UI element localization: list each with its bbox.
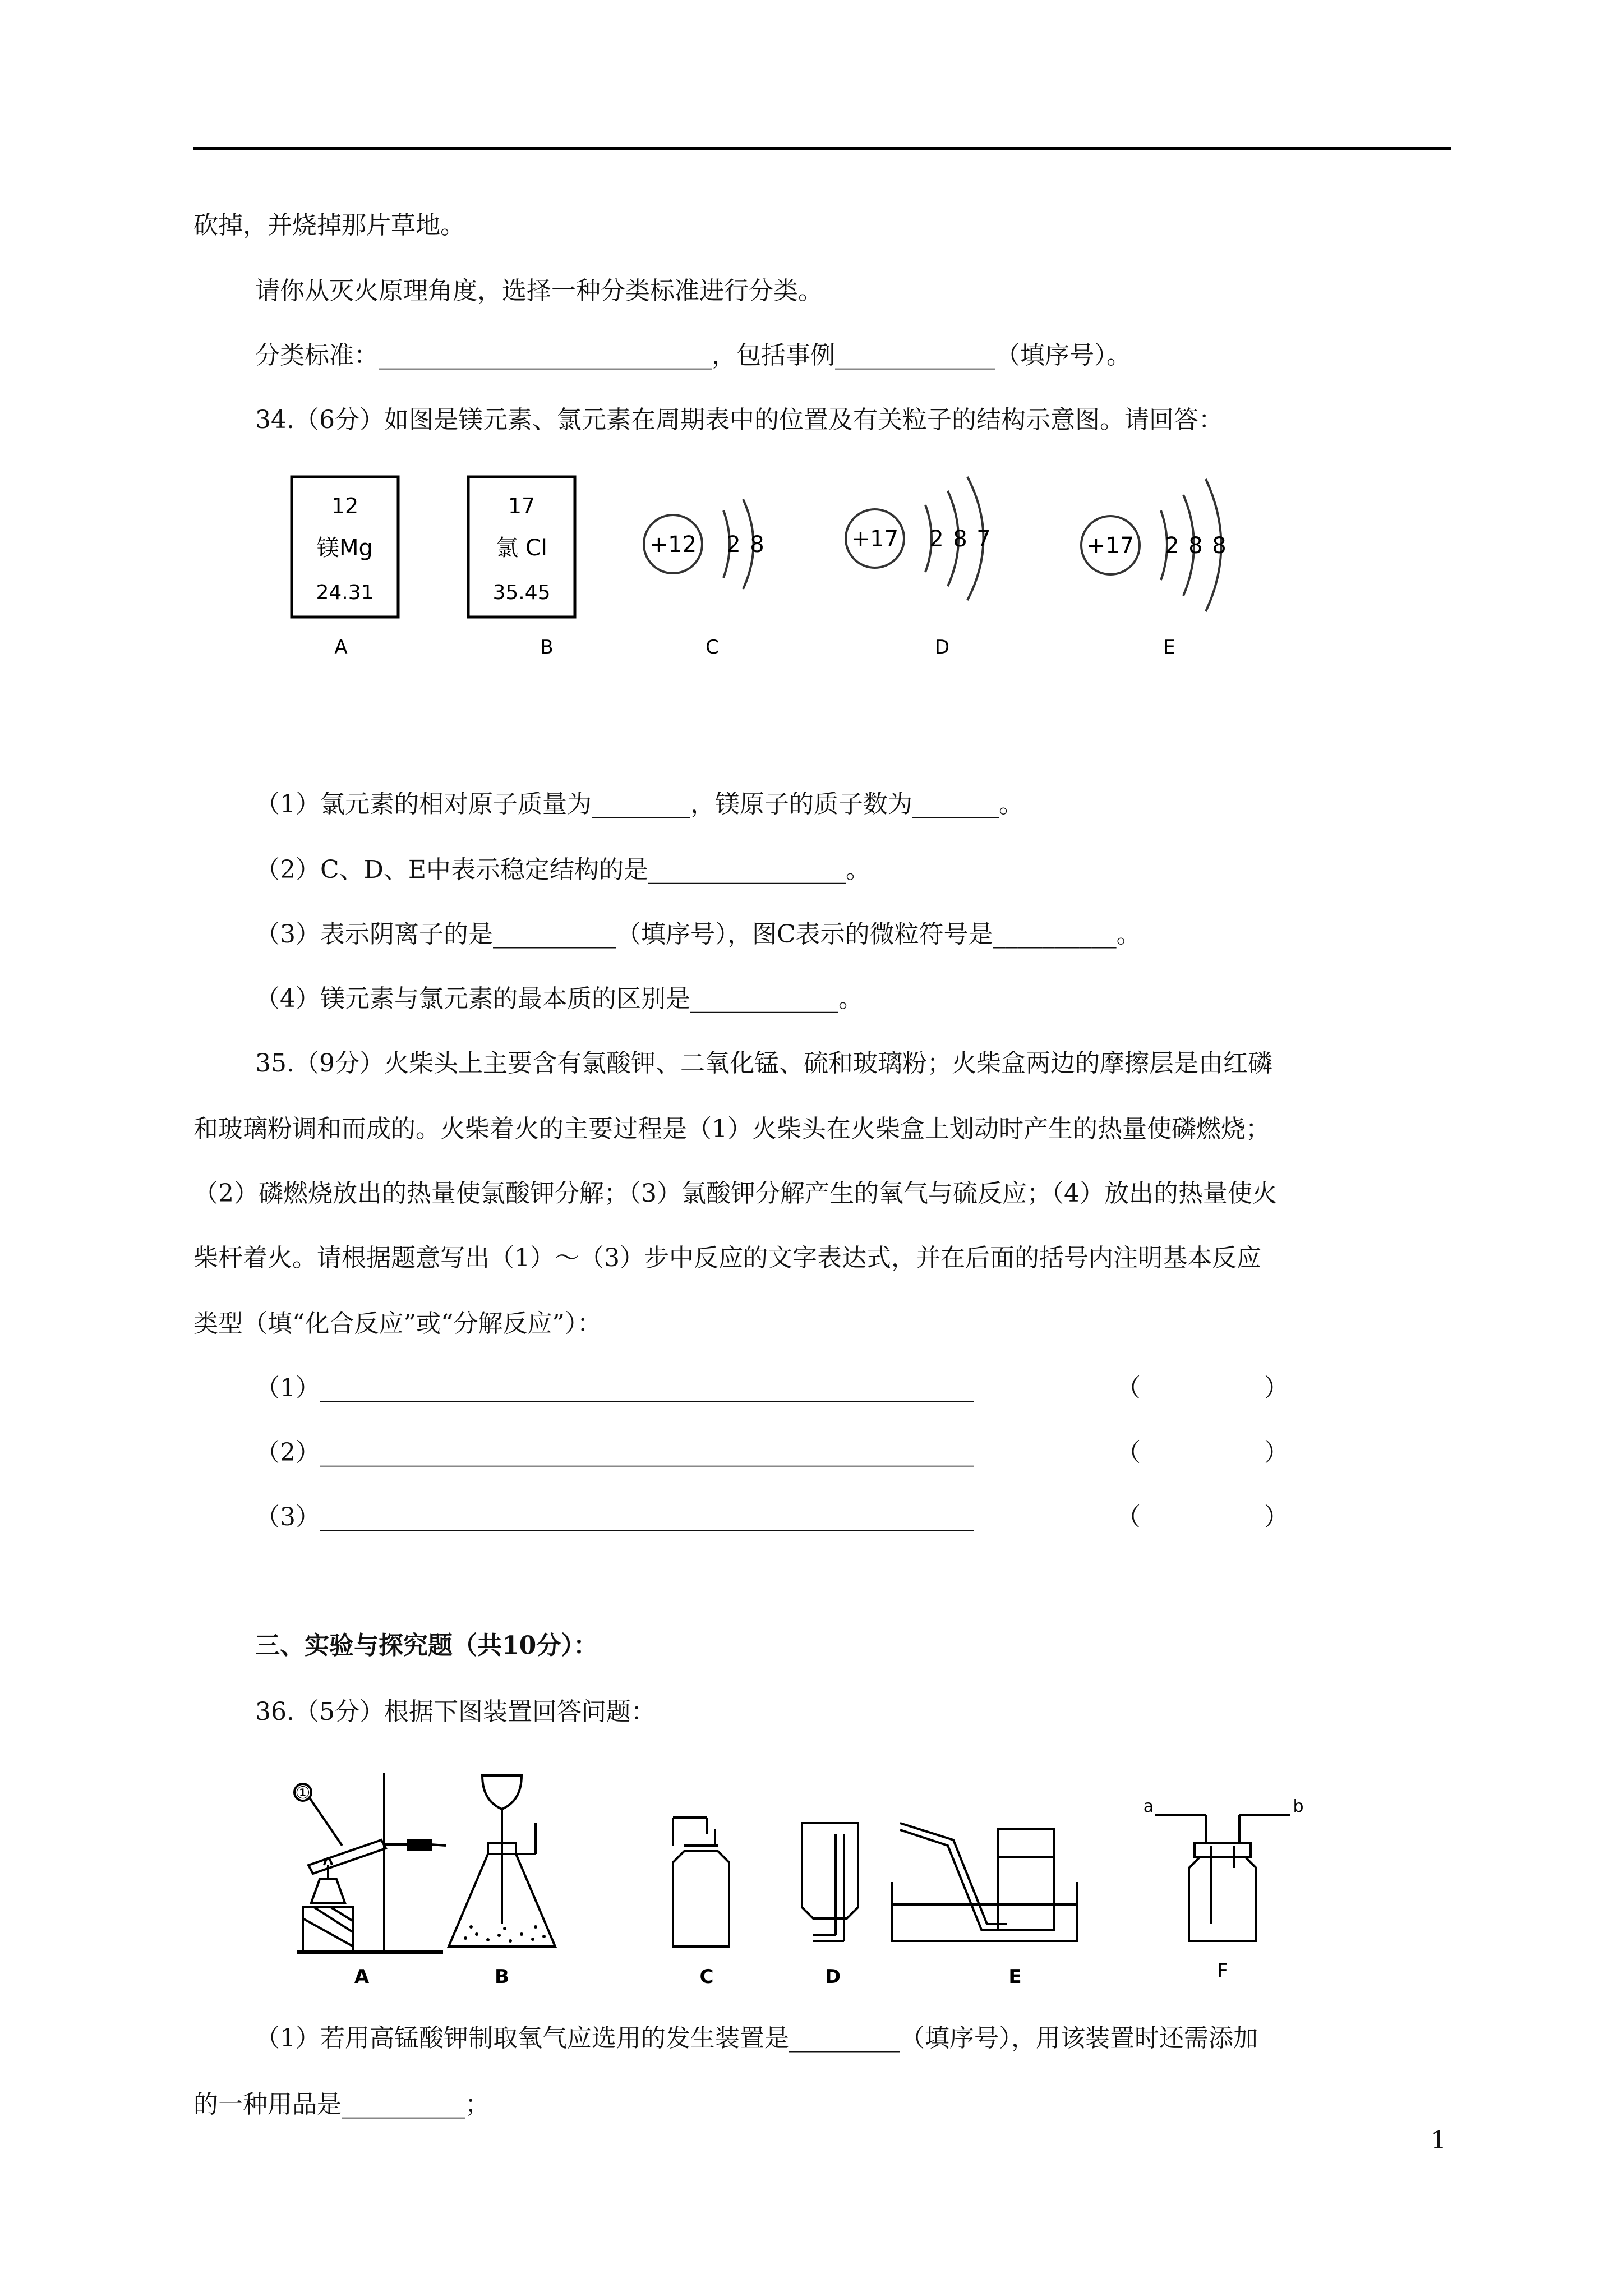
answer-blank: _____________________________________________________	[320, 1438, 974, 1467]
atom-d-nucleus: +17	[851, 526, 899, 552]
text-line: 柴杆着火。请根据题意写出（1）～（3）步中反应的文字表达式，并在后面的括号内注明基本反应	[193, 1244, 1261, 1272]
figure-label-a: A	[334, 636, 348, 659]
question-34: 34.（6分）如图是镁元素、氯元素在周期表中的位置及有关粒子的结构示意图。请回答：	[255, 406, 1223, 434]
answer-parentheses: （ ）	[1116, 1438, 1289, 1467]
text-line: 和玻璃粉调和而成的。火柴着火的主要过程是（1）火柴头在火柴盒上划动时产生的热量使磷燃烧；	[193, 1115, 1270, 1143]
apparatus-e	[892, 1823, 1077, 1941]
atom-e-shell-2: 8	[1188, 533, 1203, 559]
atom-d-shell-2: 8	[953, 526, 967, 552]
atom-e-shell-3: 8	[1212, 533, 1227, 559]
answer-number: （2）	[255, 1438, 320, 1467]
port-b-label: b	[1293, 1797, 1304, 1816]
text-line: 砍掉，并烧掉那片草地。	[193, 211, 465, 240]
port-a-label: a	[1143, 1797, 1154, 1816]
answer-blank: _____________________________________________________	[320, 1503, 974, 1531]
apparatus-b	[449, 1775, 555, 1947]
cell-b-mass: 35.45	[492, 581, 551, 604]
text-line: 的一种用品是__________；	[193, 2090, 490, 2119]
cell-b-number: 17	[508, 494, 536, 518]
apparatus-f	[1155, 1815, 1290, 1941]
figure-label-c: C	[706, 636, 719, 659]
text-line: （3）表示阴离子的是__________（填序号），图C表示的微粒符号是__________。	[255, 920, 1141, 949]
apparatus-a	[294, 1773, 446, 1953]
cell-a-name: 镁Mg	[317, 535, 373, 561]
figure-label-a: A	[354, 1966, 370, 1988]
text-line: （2）C、D、E中表示稳定结构的是________________。	[255, 855, 871, 884]
atom-e-shell-1: 2	[1165, 533, 1179, 559]
cell-a-number: 12	[331, 494, 359, 518]
atom-e-nucleus: +17	[1086, 533, 1135, 559]
figure-atoms	[280, 454, 1290, 668]
question-35: 35.（9分）火柴头上主要含有氯酸钾、二氧化锰、硫和玻璃粉；火柴盒两边的摩擦层是由红磷	[255, 1049, 1272, 1078]
cell-a-mass: 24.31	[316, 581, 374, 604]
figure-label-b: B	[495, 1966, 509, 1988]
figure-label-f: F	[1217, 1960, 1228, 1982]
text-line: 请你从灭火原理角度，选择一种分类标准进行分类。	[255, 277, 823, 305]
page-number: 1	[1431, 2126, 1446, 2155]
figure-label-c: C	[699, 1966, 714, 1988]
figure-label-d: D	[934, 636, 950, 659]
apparatus-d	[802, 1823, 858, 1941]
answer-number: （3）	[255, 1503, 320, 1531]
section-heading: 三、实验与探究题（共10分）：	[255, 1631, 598, 1660]
figure-label-e: E	[1008, 1966, 1022, 1988]
answer-parentheses: （ ）	[1116, 1374, 1289, 1402]
figure-label-e: E	[1163, 636, 1175, 659]
text-line: （4）镁元素与氯元素的最本质的区别是____________。	[255, 984, 863, 1013]
element-cell-a	[292, 477, 398, 617]
answer-number: （1）	[255, 1374, 320, 1402]
answer-parentheses: （ ）	[1116, 1503, 1289, 1531]
apparatus-marker-1: ①	[295, 1783, 311, 1803]
apparatus-c	[673, 1818, 729, 1947]
element-cell-b	[468, 477, 575, 617]
text-line: 类型（填“化合反应”或“分解反应”）：	[193, 1309, 602, 1338]
question-36: 36.（5分）根据下图装置回答问题：	[255, 1697, 656, 1726]
text-line: （2）磷燃烧放出的热量使氯酸钾分解；（3）氯酸钾分解产生的氧气与硫反应；（4）放出的热量使火	[193, 1179, 1277, 1208]
header-rule	[193, 147, 1451, 150]
text-line: （1）氯元素的相对原子质量为________，镁原子的质子数为_______。	[255, 790, 1023, 818]
text-line: （1）若用高锰酸钾制取氧气应选用的发生装置是_________（填序号），用该装置时还需添加	[255, 2024, 1258, 2053]
apparatus-b-liquid	[464, 1925, 546, 1943]
figure-label-d: D	[824, 1966, 841, 1988]
atom-c-shell-2: 8	[750, 532, 764, 558]
atom-c-shell-1: 2	[726, 532, 741, 558]
figure-label-b: B	[540, 636, 554, 659]
answer-blank: _____________________________________________________	[320, 1374, 974, 1402]
atom-c-nucleus: +12	[649, 532, 697, 558]
atom-d-shell-3: 7	[976, 526, 991, 552]
atom-d-shell-1: 2	[929, 526, 944, 552]
figure-apparatus	[280, 1756, 1335, 1997]
cell-b-name: 氯 Cl	[496, 535, 547, 561]
text-line: 分类标准：___________________________，包括事例_____________（填序号）。	[255, 341, 1131, 370]
